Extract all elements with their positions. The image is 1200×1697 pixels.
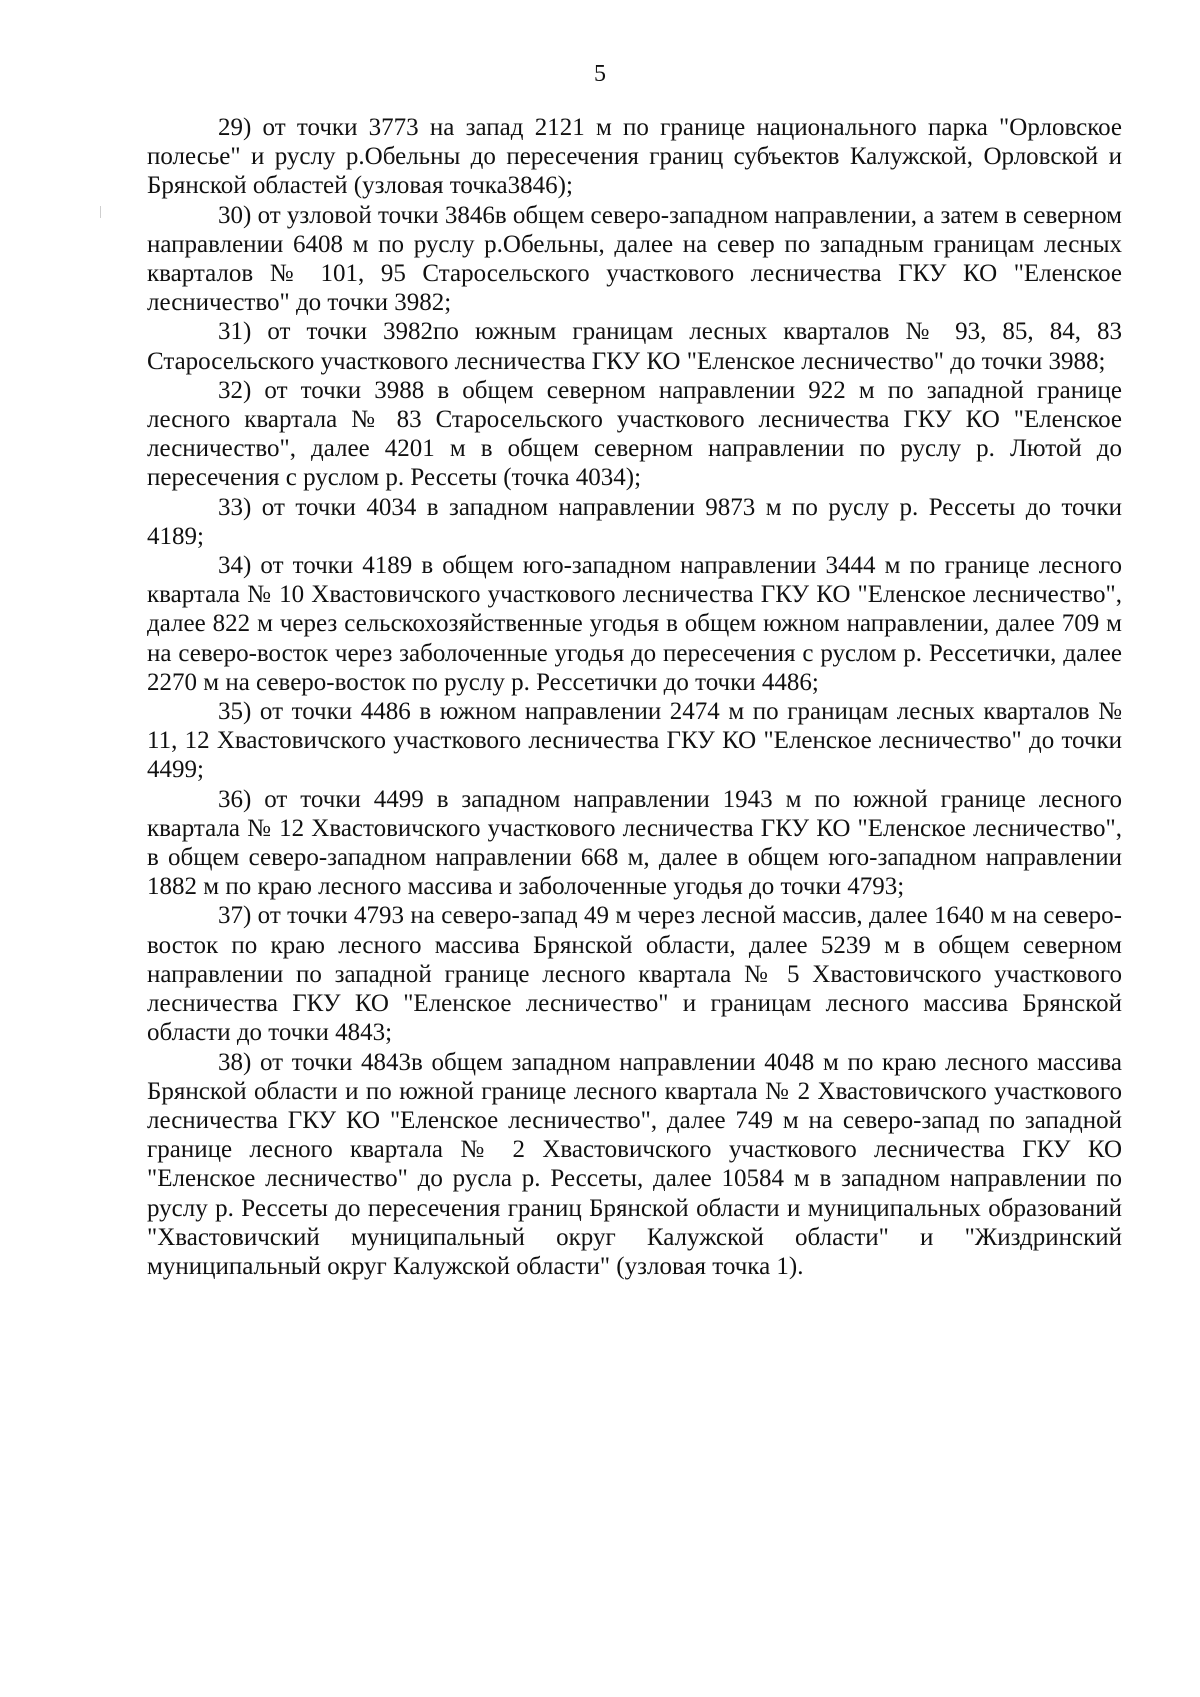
- paragraph-37: 37) от точки 4793 на северо-запад 49 м через лесной массив, далее 1640 м на северо-восток по краю лесного массива Брянской области, далее 5239 м в общем северном направлении по западной границе лесного квартала № 5 Хвастовичского участкового лесничества ГКУ КО "Еленское лесничество" и границам лесного массива Брянской области до точки 4843;: [147, 902, 1122, 1047]
- paragraph-29: 29) от точки 3773 на запад 2121 м по границе национального парка "Орловское полесье" и руслу р.Обельны до пересечения границ субъектов Калужской, Орловской и Брянской областей (узловая точка3846);: [147, 114, 1122, 200]
- paragraph-38: 38) от точки 4843в общем западном направлении 4048 м по краю лесного массива Брянской области и по южной границе лесного квартала № 2 Хвастовичского участкового лесничества ГКУ КО "Еленское лесничество", далее 749 м на северо-запад по западной границе лесного квартала № 2 Хвастовичского участкового лесничества ГКУ КО "Еленское лесничество" до русла р. Рессеты, далее 10584 м в западном направлении по руслу р. Рессеты до пересечения границ Брянской области и муниципальных образований "Хвастовичский муниципальный округ Калужской области" и "Жиздринский муниципальный округ Калужской области" (узловая точка 1).: [147, 1048, 1122, 1280]
- scan-artifact: [100, 206, 101, 218]
- paragraph-31: 31) от точки 3982по южным границам лесных кварталов № 93, 85, 84, 83 Старосельского участкового лесничества ГКУ КО "Еленское лесничество" до точки 3988;: [147, 318, 1122, 375]
- page-number: 5: [594, 61, 606, 87]
- paragraph-30: 30) от узловой точки 3846в общем северо-западном направлении, а затем в северном направлении 6408 м по руслу р.Обельны, далее на север по западным границам лесных кварталов № 101, 95 Старосельского участкового лесничества ГКУ КО "Еленское лесничество" до точки 3982;: [147, 201, 1123, 317]
- document-body: [147, 113, 1122, 1281]
- paragraph-34: 34) от точки 4189 в общем юго-западном направлении 3444 м по границе лесного квартала № 10 Хвастовичского участкового лесничества ГКУ КО "Еленское лесничество", далее 822 м через сельскохозяйственные угодья в общем южном направлении, далее 709 м на северо-восток через заболоченные угодья до пересечения с руслом р. Рессетички, далее 2270 м на северо-восток по руслу р. Рессетички до точки 4486;: [147, 552, 1122, 696]
- paragraph-35: 35) от точки 4486 в южном направлении 2474 м по границам лесных кварталов № 11, 12 Хвастовичского участкового лесничества ГКУ КО "Еленское лесничество" до точки 4499;: [147, 698, 1122, 784]
- paragraph-32: 32) от точки 3988 в общем северном направлении 922 м по западной границе лесного квартала № 83 Старосельского участкового лесничества ГКУ КО "Еленское лесничество", далее 4201 м в общем северном направлении по руслу р. Лютой до пересечения с руслом р. Рессеты (точка 4034);: [147, 376, 1122, 492]
- paragraph-36: 36) от точки 4499 в западном направлении 1943 м по южной границе лесного квартала № 12 Хвастовичского участкового лесничества ГКУ КО "Еленское лесничество", в общем северо-западном направлении 668 м, далее в общем юго-западном направлении 1882 м по краю лесного массива и заболоченные угодья до точки 4793;: [147, 785, 1122, 901]
- paragraph-33: 33) от точки 4034 в западном направлении 9873 м по руслу р. Рессеты до точки 4189;: [147, 493, 1122, 550]
